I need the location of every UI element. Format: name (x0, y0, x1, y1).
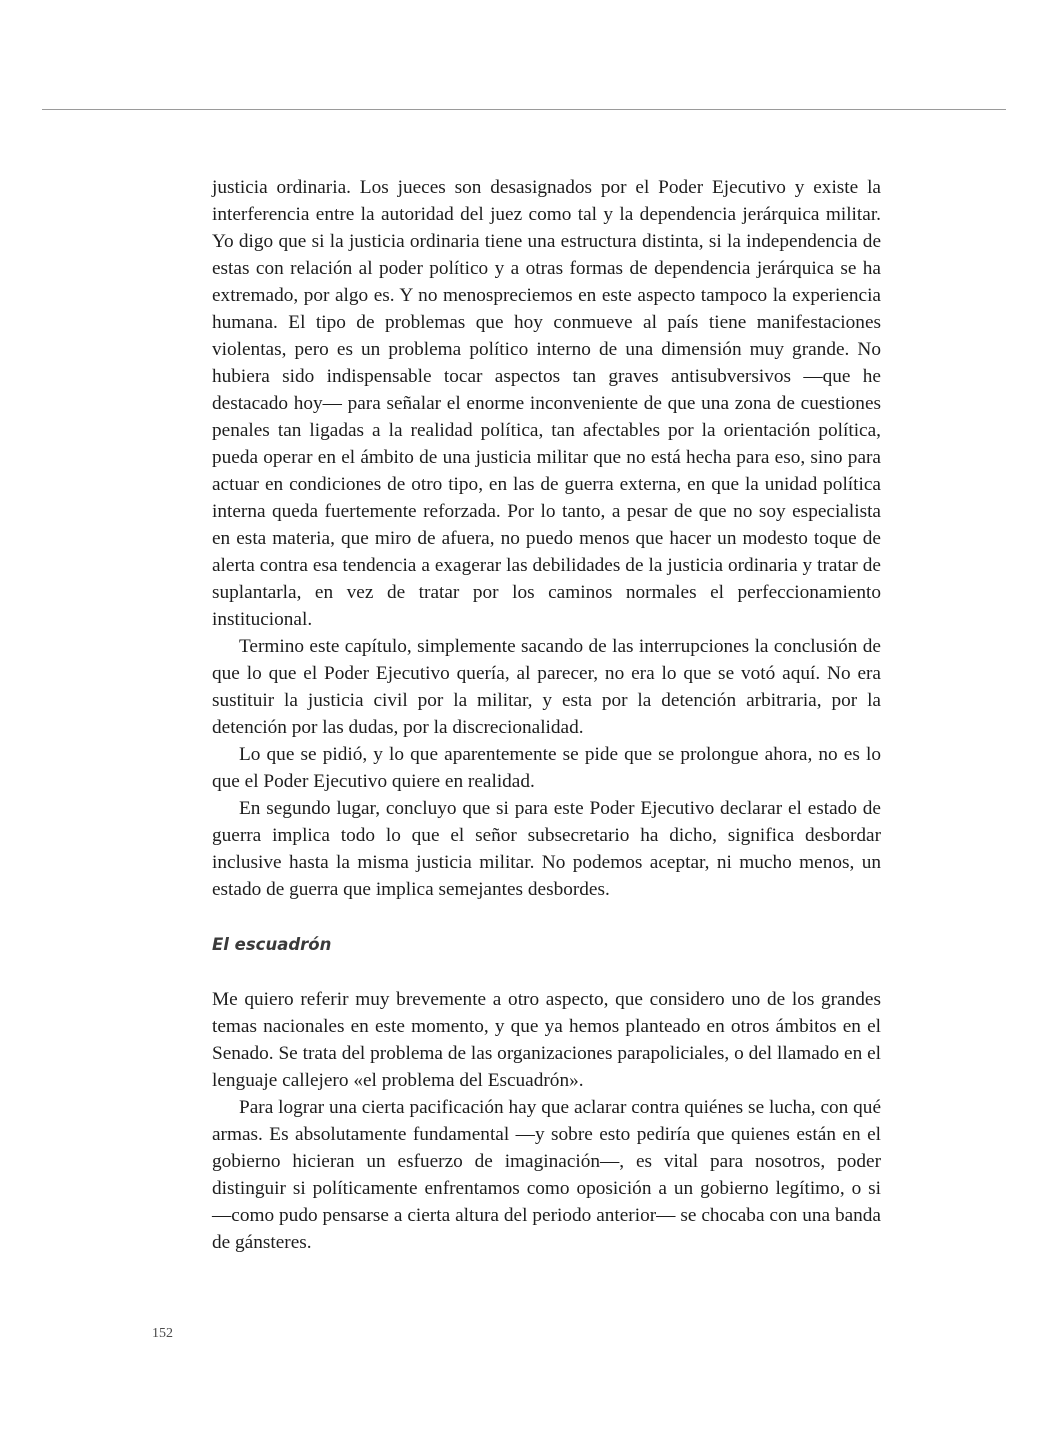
page-number: 152 (152, 1326, 173, 1341)
header-rule (42, 109, 1006, 110)
paragraph: Me quiero referir muy brevemente a otro aspecto, que considero uno de los grandes temas nacionales en este momento, y que ya hemos planteado en otros ámbitos en el Senado. Se trata del problema de las organizaciones parapoliciales, o del llamado en el lenguaje callejero «el problema del Escuadrón». (212, 989, 881, 1091)
paragraph: justicia ordinaria. Los jueces son desasignados por el Poder Ejecutivo y existe la interferencia entre la autoridad del juez como tal y la dependencia jerárquica militar. Yo digo que si la justicia ordinaria tiene una estructura distinta, si la independencia de estas con relación al poder político y a otras formas de dependencia jerárquica se ha extremado, por algo es. Y no menospreciemos en este aspecto tampoco la experiencia humana. El tipo de problemas que hoy conmueve al país tiene manifestaciones violentas, pero es un problema político interno de una dimensión muy grande. No hubiera sido indispensable tocar aspectos tan graves antisubversivos —que he destacado hoy— para señalar el enorme inconveniente de que una zona de cuestiones penales tan ligadas a la realidad política, tan afectables por la orientación política, pueda operar en el ámbito de una justicia militar que no está hecha para eso, sino para actuar en condiciones de otro tipo, en las de guerra externa, en que la unidad política interna queda fuertemente reforzada. Por lo tanto, a pesar de que no soy especialista en esta materia, que miro de afuera, no puedo menos que hacer un modesto toque de alerta contra esa tendencia a exagerar las debilidades de la justicia ordinaria y tratar de suplantarla, en vez de tratar por los caminos normales el perfeccionamiento institucional. (212, 177, 881, 630)
section-heading: El escuadrón (212, 935, 332, 954)
main-text (212, 174, 881, 1256)
paragraph: Lo que se pidió, y lo que aparentemente se pide que se prolongue ahora, no es lo que el Poder Ejecutivo quiere en realidad. (212, 744, 881, 792)
paragraph: En segundo lugar, concluyo que si para este Poder Ejecutivo declarar el estado de guerra implica todo lo que el señor subsecretario ha dicho, significa desbordar inclusive hasta la misma justicia militar. No podemos aceptar, ni mucho menos, un estado de guerra que implica semejantes desbordes. (212, 798, 881, 900)
paragraph: Termino este capítulo, simplemente sacando de las interrupciones la conclusión de que lo que el Poder Ejecutivo quería, al parecer, no era lo que se votó aquí. No era sustituir la justicia civil por la militar, y esta por la detención arbitraria, por la detención por las dudas, por la discrecionalidad. (212, 636, 881, 738)
paragraph: Para lograr una cierta pacificación hay que aclarar contra quiénes se lucha, con qué armas. Es absolutamente fundamental —y sobre esto pediría que quienes están en el gobierno hicieran un esfuerzo de imaginación—, es vital para nosotros, poder distinguir si políticamente enfrentamos como oposición a un gobierno legítimo, o si —como pudo pensarse a cierta altura del periodo anterior— se chocaba con una banda de gánsteres. (212, 1097, 881, 1253)
